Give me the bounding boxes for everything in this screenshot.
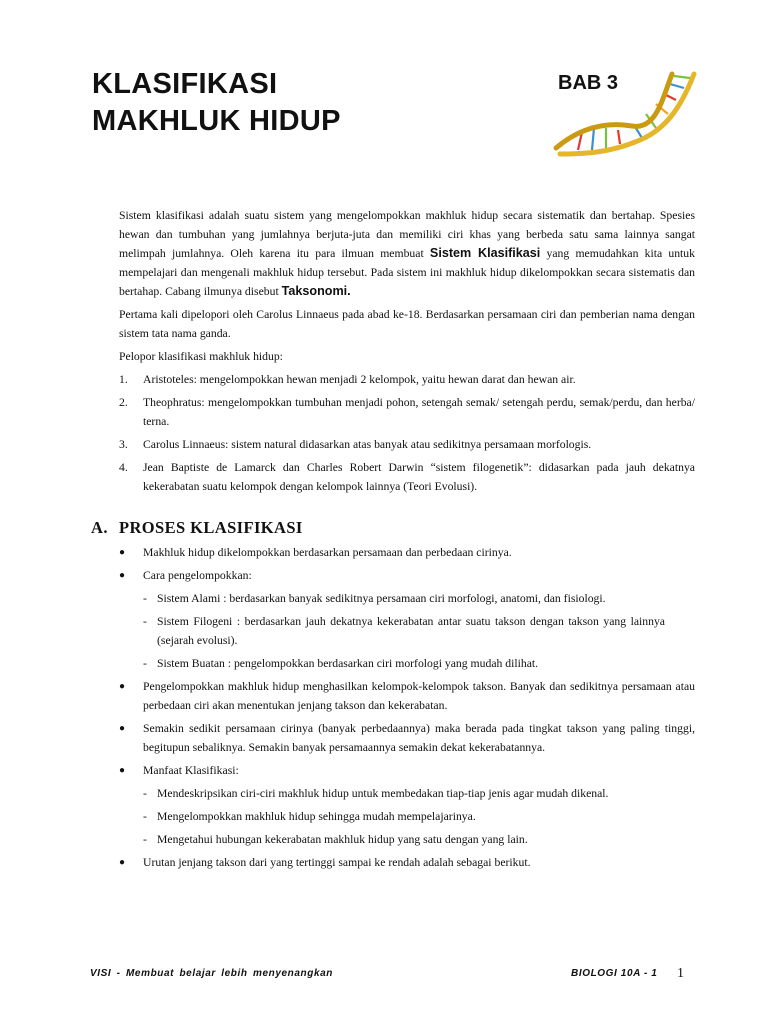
- sub-item: [143, 612, 695, 650]
- sub-list: [143, 589, 695, 673]
- list-text: Jean Baptiste de Lamarck dan Charles Robert Darwin “sistem filogenetik”: didasarkan pada jauh dekatnya kekerabatan suatu kelompok dengan kelompok lainnya (Teori Evolusi).: [143, 461, 695, 493]
- pioneers-list: [119, 370, 695, 496]
- sub-text: Mengetahui hubungan kekerabatan makhluk hidup yang satu dengan yang lain.: [157, 833, 528, 846]
- bullet-icon: ●: [119, 681, 126, 692]
- chapter-label: BAB 3: [558, 72, 619, 94]
- intro-paragraph: [119, 206, 695, 301]
- section-letter: A.: [91, 518, 108, 537]
- list-item: [119, 435, 695, 454]
- term-taksonomi: Taksonomi.: [281, 284, 351, 298]
- bullet-text: Urutan jenjang takson dari yang tertinggi sampai ke rendah adalah sebagai berikut.: [143, 856, 531, 869]
- bullet-icon: ●: [119, 547, 126, 558]
- bullet-item: [119, 853, 695, 872]
- sub-list: [143, 784, 695, 849]
- page-number: 1: [677, 966, 684, 981]
- list-number: 3.: [119, 438, 128, 451]
- sub-text: Sistem Buatan : pengelompokkan berdasarkan ciri morfologi yang mudah dilihat.: [157, 657, 539, 670]
- intro-text-b: yang memudahkan kita untuk mempelajari dan mengenali makhluk hidup tersebut. Pada sistem ini makhluk hidup dikelompokkan secara sistematis dan bertahap. Cabang ilmunya disebut: [119, 247, 695, 298]
- list-number: 4.: [119, 461, 128, 474]
- page-title: [92, 66, 341, 140]
- list-text: Carolus Linnaeus: sistem natural didasarkan atas banyak atau sedikitnya persamaan morfologis.: [143, 438, 592, 451]
- sub-text: Mengelompokkan makhluk hidup sehingga mudah mempelajarinya.: [157, 810, 476, 823]
- sub-text: Mendeskripsikan ciri-ciri makhluk hidup untuk membedakan tiap-tiap jenis agar mudah dikenal.: [157, 787, 609, 800]
- bullet-item: [119, 543, 695, 562]
- bullet-item: [119, 566, 695, 673]
- history-paragraph: Pertama kali dipelopori oleh Carolus Linnaeus pada abad ke-18. Berdasarkan persamaan ciri dan pemberian nama dengan sistem tata nama ganda.: [119, 308, 695, 340]
- dash-mark: -: [143, 787, 147, 800]
- title-line-1: KLASIFIKASI: [92, 68, 278, 100]
- intro-text-a: Sistem klasifikasi adalah suatu sistem yang mengelompokkan makhluk hidup secara sistematik dan bertahap. Spesies hewan dan tumbuhan yang jumlahnya berjuta-juta dan memiliki ciri khas yang berbeda satu sama lainnya sangat melimpah jumlahnya. Oleh karena itu para ilmuan membuat: [119, 209, 695, 260]
- dash-mark: -: [143, 592, 147, 605]
- footer-subject: BIOLOGI 10A - 1: [571, 968, 658, 979]
- sub-item: [143, 654, 695, 673]
- bullet-icon: ●: [119, 857, 126, 868]
- sub-text: Sistem Filogeni : berdasarkan jauh dekatnya kekerabatan antar suatu takson dengan takson yang lainnya (sejarah evolusi).: [157, 615, 665, 647]
- sub-text: Sistem Alami : berdasarkan banyak sedikitnya persamaan ciri morfologi, anatomi, dan fisiologi.: [157, 592, 606, 605]
- list-text: Aristoteles: mengelompokkan hewan menjadi 2 kelompok, yaitu hewan darat dan hewan air.: [143, 373, 576, 386]
- list-text: Theophratus: mengelompokkan tumbuhan menjadi pohon, setengah semak/ setengah perdu, semak/perdu, dan herba/ terna.: [143, 396, 695, 428]
- dash-mark: -: [143, 657, 147, 670]
- bullet-icon: ●: [119, 570, 126, 581]
- list-item: [119, 458, 695, 496]
- bullet-text: Semakin sedikit persamaan cirinya (banyak perbedaannya) maka berada pada tingkat takson yang paling tinggi, begitupun sebaliknya. Semakin banyak persamaannya semakin dekat kekerabatannya.: [143, 722, 695, 754]
- bullet-icon: ●: [119, 723, 126, 734]
- sub-item: [143, 589, 695, 608]
- title-line-2: MAKHLUK HIDUP: [92, 105, 341, 137]
- section-title: PROSES KLASIFIKASI: [119, 518, 303, 537]
- footer-tagline: VISI - Membuat belajar lebih menyenangkan: [90, 968, 333, 979]
- list-number: 1.: [119, 373, 128, 386]
- section-heading: [91, 518, 695, 537]
- sub-item: [143, 807, 695, 826]
- bullet-text: Cara pengelompokkan:: [143, 569, 252, 582]
- pioneers-intro: Pelopor klasifikasi makhluk hidup:: [119, 350, 283, 363]
- dash-mark: -: [143, 833, 147, 846]
- term-sistem-klasifikasi: Sistem Klasifikasi: [429, 246, 541, 260]
- document-body: [91, 206, 695, 876]
- list-item: [119, 393, 695, 431]
- list-number: 2.: [119, 396, 128, 409]
- bullet-text: Manfaat Klasifikasi:: [143, 764, 239, 777]
- bullet-item: [119, 719, 695, 757]
- list-item: [119, 370, 695, 389]
- dash-mark: -: [143, 615, 147, 628]
- bullet-text: Makhluk hidup dikelompokkan berdasarkan persamaan dan perbedaan cirinya.: [143, 546, 512, 559]
- bullet-item: [119, 677, 695, 715]
- classification-list: [119, 543, 695, 872]
- sub-item: [143, 784, 695, 803]
- bullet-text: Pengelompokkan makhluk hidup menghasilkan kelompok-kelompok takson. Banyak dan sedikitnya persamaan atau perbedaan ciri akan menentukan jenjang takson dan kekerabatan.: [143, 680, 695, 712]
- sub-item: [143, 830, 695, 849]
- dash-mark: -: [143, 810, 147, 823]
- bullet-icon: ●: [119, 765, 126, 776]
- bullet-item: [119, 761, 695, 849]
